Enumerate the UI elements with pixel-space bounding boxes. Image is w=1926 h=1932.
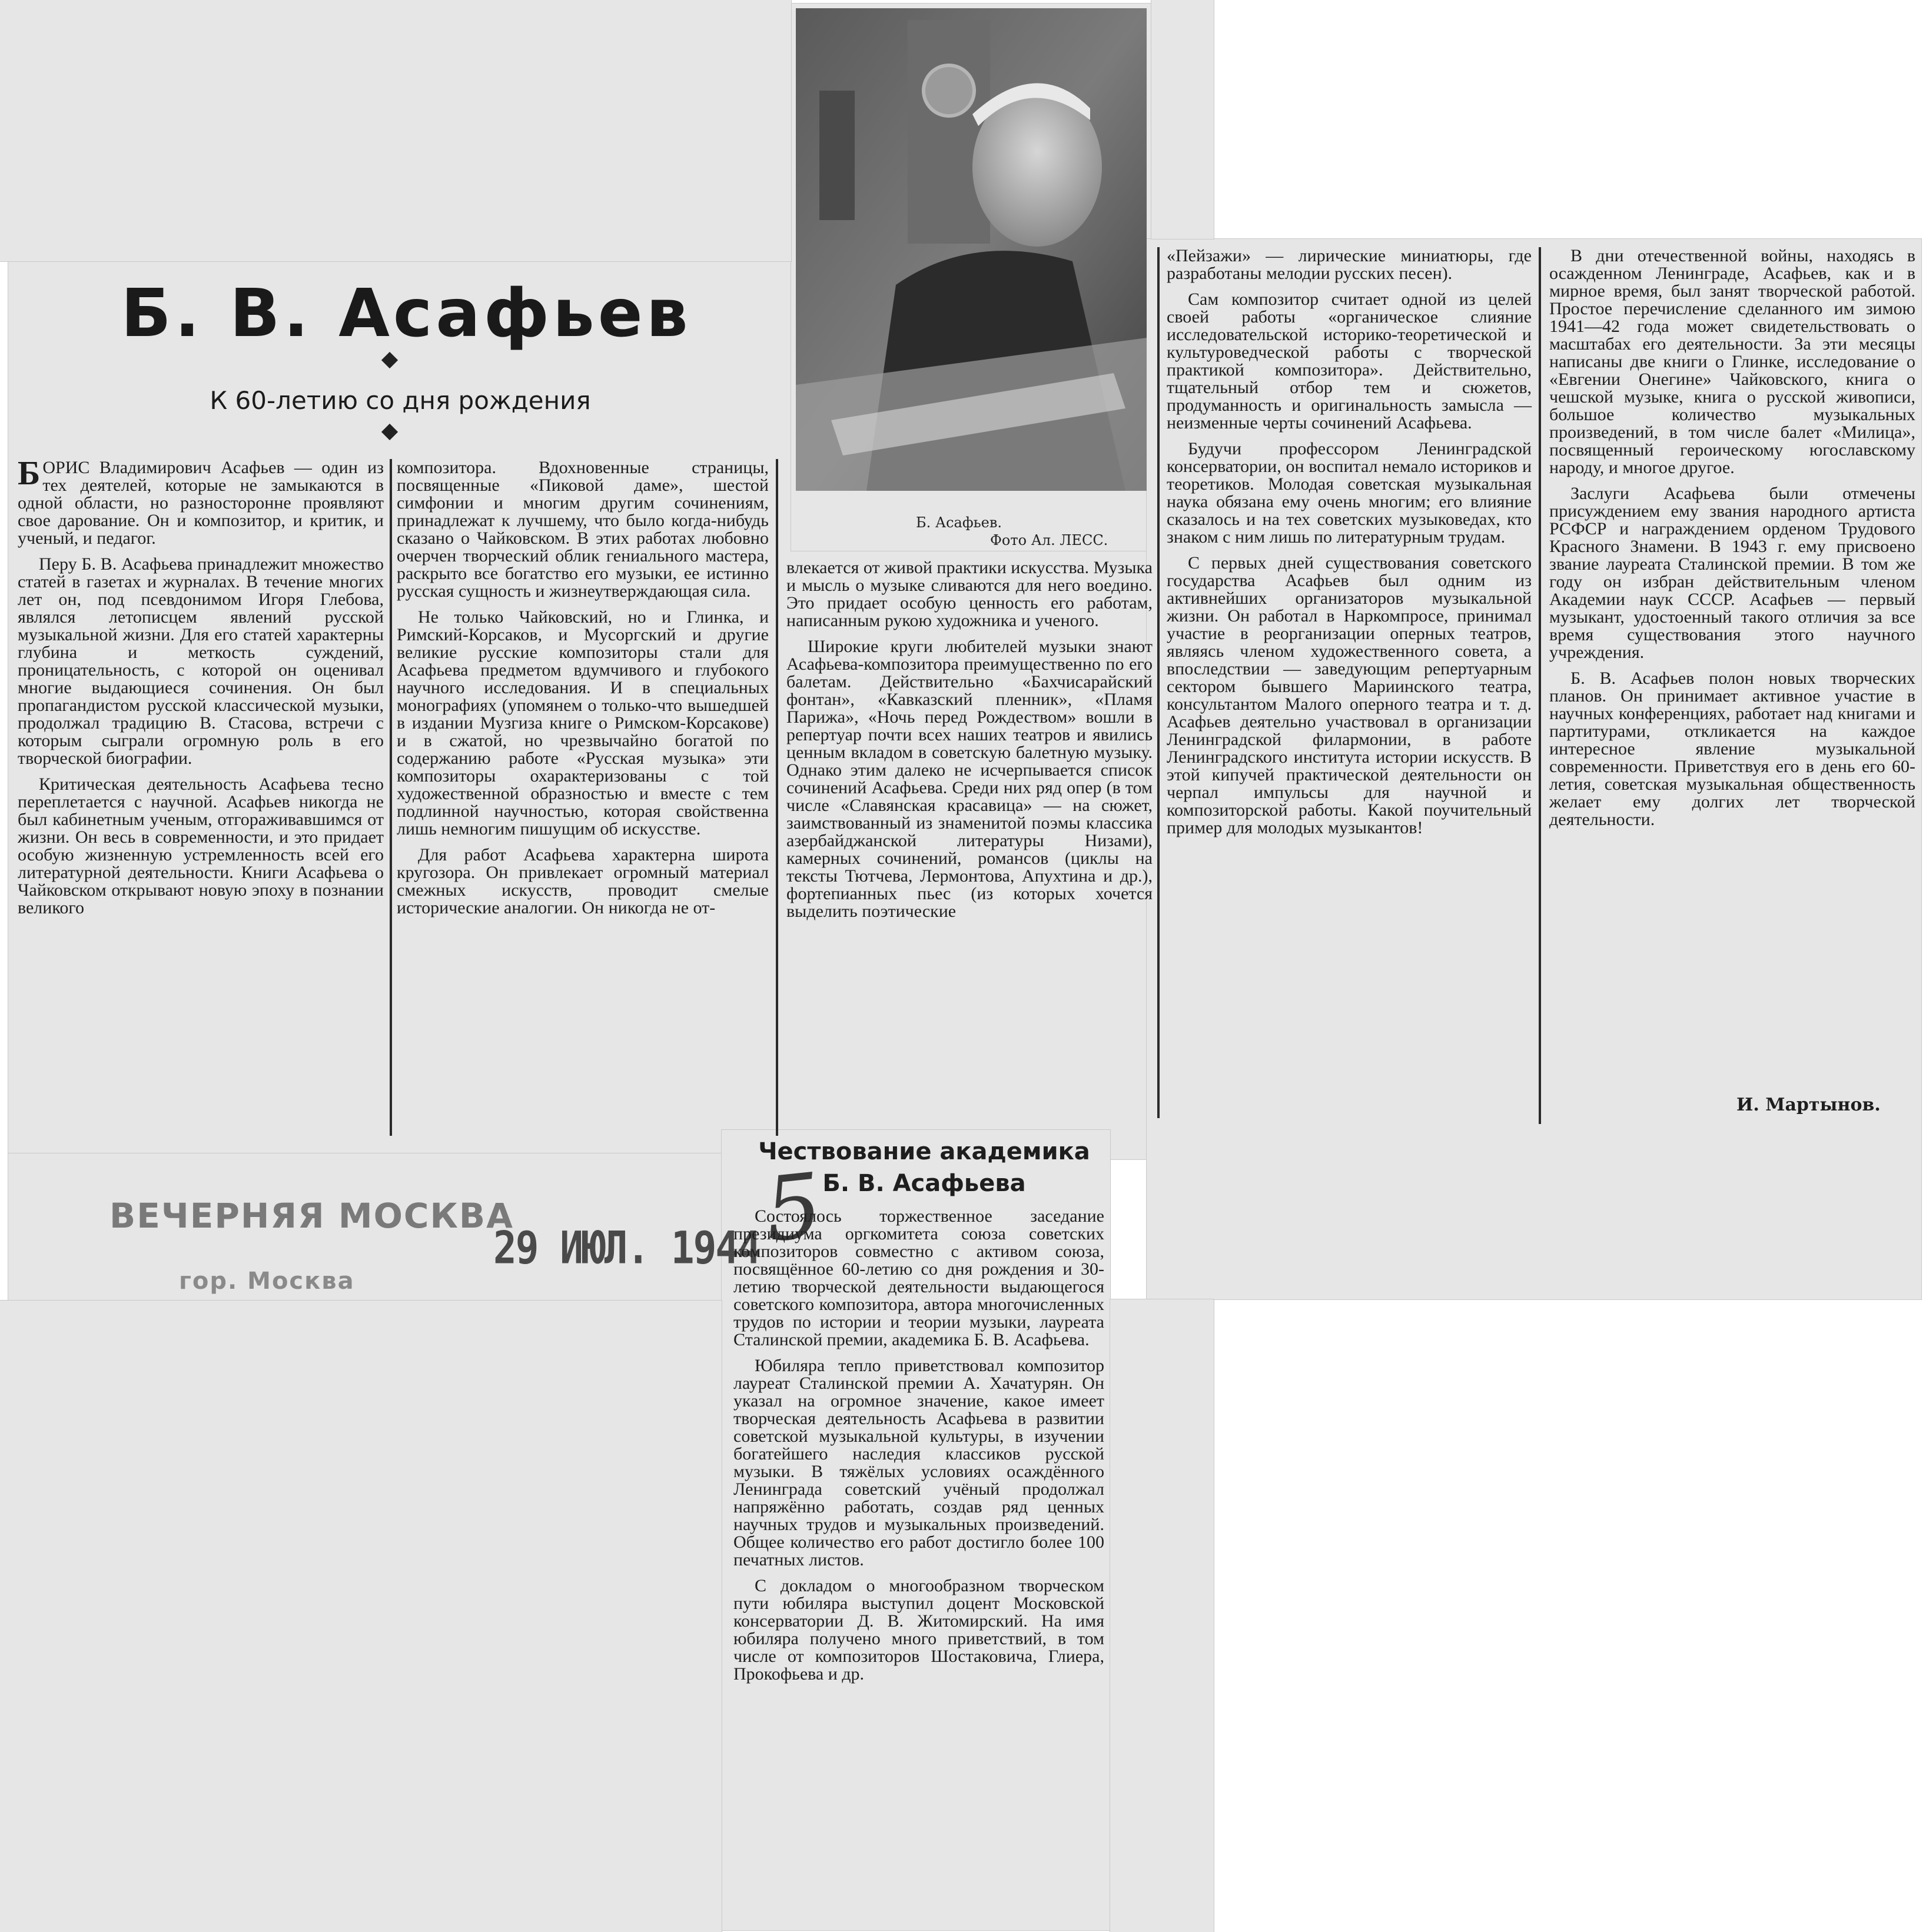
portrait-photo bbox=[796, 8, 1147, 491]
photo-caption-name: Б. Асафьев. bbox=[916, 514, 1002, 531]
column-2-paragraph-2: Не только Чайковский, но и Глинка, и Римский-Корсаков, и Мусоргский и другие великие русские композиторы стали для Асафьева предметом вдумчивого и глубокого научного исследования. И в специальных монографиях (упомянем о только-что вышедшей в издании Музгиза книге о Римском-Корсакове) и в сжатой, но чрезвычайно богатой по содержанию работе «Русская музыка» эти композиторы охарактеризованы с той художественной образностью и вместе с тем подлинной научностью, которая свойственна лишь немногим пишущим об искусстве. bbox=[397, 607, 769, 839]
article-title: Б. В. Асафьев bbox=[121, 275, 692, 352]
left-lower-paper bbox=[0, 1301, 722, 1932]
chestvovanie-title-line-1: Чествование академика bbox=[758, 1138, 1090, 1165]
column-5-paragraph-3: Б. В. Асафьев полон новых творческих планов. Он принимает активное участие в научных конференциях, работает над книгами и партитурами, откликается на каждое интересное явление музыкальной современности. Приветствуя его в день его 60-летия, советская музыкальная общественность желает ему долгих лет творческой деятельности. bbox=[1549, 669, 1915, 829]
chestvovanie-paragraph-1: Состоялось торжественное заседание президиума оргкомитета союза советских композиторов совместно с активом союза, посвящённое 60-летию со дня рождения и 30-летию творческой деятельности выдающегося советского композитора, автора многочисленных трудов по истории и теории музыки, лауреата Сталинской премии, академика Б. В. Асафьева. bbox=[733, 1206, 1104, 1349]
portrait-illustration bbox=[796, 8, 1147, 491]
column-2-paragraph-1: композитора. Вдохновенные страницы, посвященные «Пиковой даме», шестой симфонии и многим другим сочинениям, принадлежат к лучшему, что было когда-нибудь сказано о Чайковском. В этих работах любовно очерчен творческий облик гениального мастера, раскрыто все богатство его музыки, ее истинно русская сущность и жизнеутверждающая сила. bbox=[397, 458, 769, 601]
column-3-paragraph-1: влекается от живой практики искусства. Музыка и мысль о музыке сливаются для него воедино. Это придает особую ценность его работам, написанным рукою художника и ученого. bbox=[786, 558, 1153, 630]
article-column-2 bbox=[397, 459, 769, 925]
column-divider-1 bbox=[390, 459, 392, 1136]
column-4-paragraph-2: Сам композитор считает одной из целей своей работы «органическое слияние исследовательской историко-теоретической и культуроведческой работы с творческой практикой композитора». Действительно, тщательный отбор тем и сюжетов, продуманность и оригинальность замысла — неизменные черты сочинений Асафьева. bbox=[1167, 290, 1532, 433]
column-5-paragraph-2: Заслуги Асафьева были отмечены присуждением ему звания народного артиста РСФСР и награждением орденом Трудового Красного Знамени. В 1943 г. ему присвоено звание лауреата Сталинской премии. В том же году он избран действительным членом Академии наук СССР. Асафьев — первый музыкант, удостоенный такого отличия за все время существования этого научного учреждения. bbox=[1549, 484, 1915, 662]
article-column-3 bbox=[786, 559, 1153, 929]
mid-right-paper bbox=[1110, 1299, 1214, 1932]
newspaper-stamp-name: ВЕЧЕРНЯЯ МОСКВА bbox=[109, 1196, 514, 1236]
chestvovanie-title bbox=[748, 1136, 1101, 1199]
article-column-1 bbox=[18, 454, 384, 925]
article-column-5 bbox=[1549, 247, 1915, 837]
chestvovanie-paragraph-3: С докладом о многообразном творческом пути юбиляра выступил доцент Московской консерватории Д. В. Житомирский. На имя юбиляра получено много приветствий, в том числе от композиторов Шостаковича, Глиера, Прокофьева и др. bbox=[733, 1576, 1104, 1684]
column-1-paragraph-2: Перу Б. В. Асафьева принадлежит множество статей в газетах и журналах. В течение многих лет он, под псевдонимом Игоря Глебова, являлся летописцем явлений русской музыкальной жизни. Для его статей характерны глубина и меткость суждений, проницательность, с которой он оценивал многие выдающиеся сочинения. Он был пропагандистом русской классической музыки, продолжал традицию В. Стасова, встречи с которым сыграли огромную роль в его творческой биографии. bbox=[18, 554, 384, 768]
column-divider-2 bbox=[776, 459, 778, 1136]
column-2-paragraph-3: Для работ Асафьева характерна широта кругозора. Он привлекает огромный материал смежных искусств, проводит смелые исторические аналогии. Он никогда не от- bbox=[397, 845, 769, 917]
drop-cap: Б bbox=[18, 454, 41, 492]
column-4-paragraph-1: «Пейзажи» — лирические миниатюры, где разработаны мелодии русских песен). bbox=[1167, 246, 1532, 283]
photo-caption-credit: Фото Ал. ЛЕСС. bbox=[990, 532, 1108, 548]
newspaper-stamp-date: 29 ИЮЛ. 1944 bbox=[493, 1222, 760, 1274]
article-column-4 bbox=[1167, 247, 1532, 845]
article-subtitle: К 60-летию со дня рождения bbox=[210, 386, 591, 415]
column-4-paragraph-4: С первых дней существования советского государства Асафьев был одним из активнейших организаторов музыкальной жизни. Он работал в Наркомпросе, принимал участие в реорганизации оперных театров, являясь членом художественного совета, а впоследствии — заведующим репертуарным сектором бывшего Мариинского театра, консультантом Малого оперного театра и т. д. Асафьев деятельно участвовал в организации Ленинградской филармонии, в работе Ленинградского института истории искусств. В этой кипучей практической деятельности он черпал импульсы для научной и композиторской работы. Какой поучительный пример для молодых музыкантов! bbox=[1167, 553, 1532, 837]
handwritten-number: 5 bbox=[760, 1154, 827, 1262]
column-divider-3 bbox=[1157, 247, 1160, 1118]
chestvovanie-paragraph-2: Юбиляра тепло приветствовал композитор лауреат Сталинской премии А. Хачатурян. Он указал на огромное значение, какое имеет творческая деятельность Асафьева в развитии советской музыкальной культуры, в изучении богатейшего наследия классиков русской музыки. В тяжёлых условиях осаждённого Ленинграда советский учёный продолжал напряжённо работать, создав ряд ценных научных трудов и музыкальных произведений. Общее количество его работ достигло более 100 печатных листов. bbox=[733, 1356, 1104, 1569]
chestvovanie-title-line-2: Б. В. Асафьева bbox=[822, 1170, 1026, 1197]
newspaper-stamp-city: гор. Москва bbox=[179, 1268, 355, 1295]
column-4-paragraph-3: Будучи профессором Ленинградской консерватории, он воспитал немало историков и теоретиков. Молодая советская музыкальная наука обязана ему очень многим; его влияние сказалось и на тех советских музыковедах, кто знаком с ним лишь по литературным трудам. bbox=[1167, 439, 1532, 547]
chestvovanie-column bbox=[733, 1208, 1104, 1691]
top-right-paper bbox=[1151, 0, 1214, 239]
upper-left-paper bbox=[0, 0, 791, 261]
column-3-paragraph-2: Широкие круги любителей музыки знают Асафьева-композитора преимущественно по его балетам. Действительно «Бахчисарайский фонтан», «Кавказский пленник», «Пламя Парижа», «Ночь перед Рождеством» вошли в репертуар почти всех наших театров и явились ценным вкладом в советскую балетную музыку. Однако этим далеко не исчерпывается список сочинений Асафьева. Среди них ряд опер (в том числе «Славянская красавица» — на сюжет, заимствованный из знаменитой поэмы классика азербайджанской литературы Низами), камерных сочинений, романсов (циклы на тексты Тютчева, Лермонтова, Апухтина и др.), фортепианных пьес (из которых хочется выделить поэтические bbox=[786, 637, 1153, 921]
column-1-paragraph-3: Критическая деятельность Асафьева тесно переплетается с научной. Асафьев никогда не был кабинетным ученым, отгораживавшимся от жизни. Он весь в современности, и это придает особую жизненную устремленность всей его литературной деятельности. Книги Асафьева о Чайковском открывают новую эпоху в познании великого bbox=[18, 774, 384, 917]
column-divider-4 bbox=[1539, 247, 1541, 1124]
column-5-paragraph-1: В дни отечественной войны, находясь в осажденном Ленинграде, Асафьев, как и в мирное время, был занят творческой работой. Простое перечисление сделанного им зимою 1941—42 года может свидетельствовать о масштабах его деятельности. За эти месяцы написаны две книги о Глинке, исследование о «Евгении Онегине» Чайковского, книга о чешской музыке, книга о русской живописи, большое количество музыкальных произведений, в том числе балет «Милица», посвященный героическому югославскому народу, и многое другое. bbox=[1549, 246, 1915, 477]
author-signature: И. Мартынов. bbox=[1736, 1095, 1881, 1115]
column-1-paragraph-1: БОРИС Владимирович Асафьев — один из тех деятелей, которые не замыкаются в одной области, но разносторонне проявляют свое дарование. Он и композитор, и критик, и ученый, и педагог. bbox=[18, 454, 384, 548]
